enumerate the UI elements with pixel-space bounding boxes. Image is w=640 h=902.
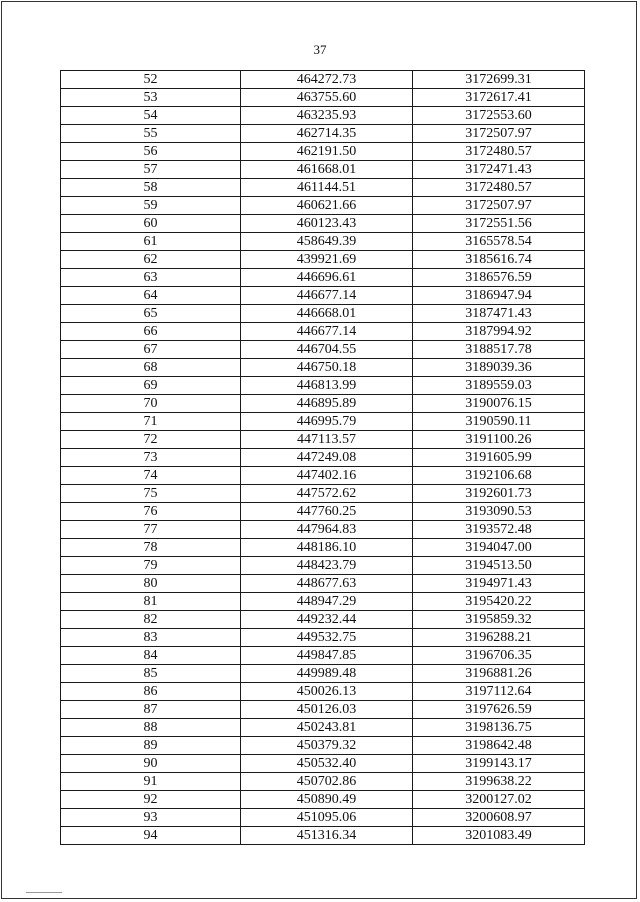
y-coordinate-cell: 3197112.64	[413, 683, 585, 701]
table-row	[61, 647, 585, 665]
point-number-cell: 72	[61, 431, 241, 449]
x-coordinate-cell: 461144.51	[241, 179, 413, 197]
point-number-cell: 69	[61, 377, 241, 395]
margin-mark	[26, 892, 62, 893]
y-coordinate-cell: 3198136.75	[413, 719, 585, 737]
x-coordinate-cell: 446750.18	[241, 359, 413, 377]
table-row	[61, 665, 585, 683]
table-row	[61, 755, 585, 773]
y-coordinate-cell: 3188517.78	[413, 341, 585, 359]
table-row	[61, 233, 585, 251]
x-coordinate-cell: 449532.75	[241, 629, 413, 647]
point-number-cell: 86	[61, 683, 241, 701]
point-number-cell: 82	[61, 611, 241, 629]
table-row	[61, 593, 585, 611]
x-coordinate-cell: 447964.83	[241, 521, 413, 539]
point-number-cell: 79	[61, 557, 241, 575]
point-number-cell: 76	[61, 503, 241, 521]
y-coordinate-cell: 3172480.57	[413, 143, 585, 161]
y-coordinate-cell: 3200608.97	[413, 809, 585, 827]
point-number-cell: 53	[61, 89, 241, 107]
table-row	[61, 719, 585, 737]
table-row	[61, 89, 585, 107]
x-coordinate-cell: 451095.06	[241, 809, 413, 827]
table-row	[61, 827, 585, 845]
page-number: 37	[313, 42, 327, 57]
x-coordinate-cell: 446677.14	[241, 323, 413, 341]
x-coordinate-cell: 446995.79	[241, 413, 413, 431]
y-coordinate-cell: 3197626.59	[413, 701, 585, 719]
point-number-cell: 85	[61, 665, 241, 683]
x-coordinate-cell: 450379.32	[241, 737, 413, 755]
y-coordinate-cell: 3189039.36	[413, 359, 585, 377]
point-number-cell: 67	[61, 341, 241, 359]
table-row	[61, 701, 585, 719]
x-coordinate-cell: 447249.08	[241, 449, 413, 467]
point-number-cell: 90	[61, 755, 241, 773]
y-coordinate-cell: 3187471.43	[413, 305, 585, 323]
table-row	[61, 557, 585, 575]
point-number-cell: 92	[61, 791, 241, 809]
y-coordinate-cell: 3186576.59	[413, 269, 585, 287]
y-coordinate-cell: 3190076.15	[413, 395, 585, 413]
x-coordinate-cell: 450702.86	[241, 773, 413, 791]
table-row	[61, 467, 585, 485]
x-coordinate-cell: 450126.03	[241, 701, 413, 719]
point-number-cell: 60	[61, 215, 241, 233]
table-row	[61, 413, 585, 431]
x-coordinate-cell: 446813.99	[241, 377, 413, 395]
x-coordinate-cell: 448186.10	[241, 539, 413, 557]
point-number-cell: 75	[61, 485, 241, 503]
y-coordinate-cell: 3172551.56	[413, 215, 585, 233]
point-number-cell: 88	[61, 719, 241, 737]
x-coordinate-cell: 448677.63	[241, 575, 413, 593]
x-coordinate-cell: 439921.69	[241, 251, 413, 269]
x-coordinate-cell: 450532.40	[241, 755, 413, 773]
x-coordinate-cell: 463235.93	[241, 107, 413, 125]
y-coordinate-cell: 3191605.99	[413, 449, 585, 467]
coordinate-table-body	[61, 71, 585, 845]
y-coordinate-cell: 3199143.17	[413, 755, 585, 773]
table-row	[61, 71, 585, 89]
x-coordinate-cell: 461668.01	[241, 161, 413, 179]
y-coordinate-cell: 3194047.00	[413, 539, 585, 557]
point-number-cell: 57	[61, 161, 241, 179]
table-row	[61, 125, 585, 143]
point-number-cell: 93	[61, 809, 241, 827]
x-coordinate-cell: 460123.43	[241, 215, 413, 233]
y-coordinate-cell: 3196706.35	[413, 647, 585, 665]
x-coordinate-cell: 462714.35	[241, 125, 413, 143]
y-coordinate-cell: 3196288.21	[413, 629, 585, 647]
point-number-cell: 80	[61, 575, 241, 593]
x-coordinate-cell: 448423.79	[241, 557, 413, 575]
y-coordinate-cell: 3201083.49	[413, 827, 585, 845]
table-row	[61, 107, 585, 125]
coordinate-table	[60, 70, 585, 845]
point-number-cell: 77	[61, 521, 241, 539]
table-row	[61, 503, 585, 521]
table-row	[61, 359, 585, 377]
table-row	[61, 737, 585, 755]
table-row	[61, 251, 585, 269]
y-coordinate-cell: 3196881.26	[413, 665, 585, 683]
y-coordinate-cell: 3195859.32	[413, 611, 585, 629]
point-number-cell: 78	[61, 539, 241, 557]
table-row	[61, 485, 585, 503]
y-coordinate-cell: 3172553.60	[413, 107, 585, 125]
table-row	[61, 161, 585, 179]
point-number-cell: 81	[61, 593, 241, 611]
x-coordinate-cell: 450890.49	[241, 791, 413, 809]
y-coordinate-cell: 3200127.02	[413, 791, 585, 809]
table-row	[61, 341, 585, 359]
x-coordinate-cell: 447113.57	[241, 431, 413, 449]
x-coordinate-cell: 462191.50	[241, 143, 413, 161]
x-coordinate-cell: 458649.39	[241, 233, 413, 251]
x-coordinate-cell: 449989.48	[241, 665, 413, 683]
x-coordinate-cell: 446677.14	[241, 287, 413, 305]
y-coordinate-cell: 3172699.31	[413, 71, 585, 89]
table-row	[61, 449, 585, 467]
point-number-cell: 66	[61, 323, 241, 341]
point-number-cell: 65	[61, 305, 241, 323]
table-row	[61, 521, 585, 539]
x-coordinate-cell: 447572.62	[241, 485, 413, 503]
point-number-cell: 64	[61, 287, 241, 305]
y-coordinate-cell: 3187994.92	[413, 323, 585, 341]
point-number-cell: 84	[61, 647, 241, 665]
point-number-cell: 68	[61, 359, 241, 377]
table-row	[61, 629, 585, 647]
x-coordinate-cell: 451316.34	[241, 827, 413, 845]
y-coordinate-cell: 3186947.94	[413, 287, 585, 305]
y-coordinate-cell: 3199638.22	[413, 773, 585, 791]
point-number-cell: 73	[61, 449, 241, 467]
point-number-cell: 54	[61, 107, 241, 125]
table-row	[61, 611, 585, 629]
table-row	[61, 323, 585, 341]
x-coordinate-cell: 448947.29	[241, 593, 413, 611]
y-coordinate-cell: 3194513.50	[413, 557, 585, 575]
point-number-cell: 71	[61, 413, 241, 431]
point-number-cell: 55	[61, 125, 241, 143]
table-row	[61, 143, 585, 161]
y-coordinate-cell: 3185616.74	[413, 251, 585, 269]
table-row	[61, 305, 585, 323]
point-number-cell: 91	[61, 773, 241, 791]
x-coordinate-cell: 449847.85	[241, 647, 413, 665]
table-row	[61, 179, 585, 197]
y-coordinate-cell: 3172480.57	[413, 179, 585, 197]
y-coordinate-cell: 3194971.43	[413, 575, 585, 593]
table-row	[61, 539, 585, 557]
y-coordinate-cell: 3172617.41	[413, 89, 585, 107]
y-coordinate-cell: 3172507.97	[413, 197, 585, 215]
point-number-cell: 94	[61, 827, 241, 845]
point-number-cell: 61	[61, 233, 241, 251]
table-row	[61, 431, 585, 449]
x-coordinate-cell: 447760.25	[241, 503, 413, 521]
table-row	[61, 197, 585, 215]
point-number-cell: 74	[61, 467, 241, 485]
point-number-cell: 59	[61, 197, 241, 215]
x-coordinate-cell: 450243.81	[241, 719, 413, 737]
table-row	[61, 791, 585, 809]
point-number-cell: 58	[61, 179, 241, 197]
x-coordinate-cell: 464272.73	[241, 71, 413, 89]
y-coordinate-cell: 3192601.73	[413, 485, 585, 503]
y-coordinate-cell: 3193090.53	[413, 503, 585, 521]
y-coordinate-cell: 3198642.48	[413, 737, 585, 755]
point-number-cell: 63	[61, 269, 241, 287]
x-coordinate-cell: 446704.55	[241, 341, 413, 359]
point-number-cell: 70	[61, 395, 241, 413]
table-row	[61, 287, 585, 305]
point-number-cell: 56	[61, 143, 241, 161]
table-row	[61, 773, 585, 791]
point-number-cell: 89	[61, 737, 241, 755]
x-coordinate-cell: 460621.66	[241, 197, 413, 215]
table-row	[61, 683, 585, 701]
point-number-cell: 87	[61, 701, 241, 719]
y-coordinate-cell: 3192106.68	[413, 467, 585, 485]
table-row	[61, 215, 585, 233]
table-row	[61, 395, 585, 413]
point-number-cell: 52	[61, 71, 241, 89]
y-coordinate-cell: 3191100.26	[413, 431, 585, 449]
point-number-cell: 62	[61, 251, 241, 269]
y-coordinate-cell: 3195420.22	[413, 593, 585, 611]
y-coordinate-cell: 3172471.43	[413, 161, 585, 179]
table-row	[61, 809, 585, 827]
table-row	[61, 269, 585, 287]
y-coordinate-cell: 3172507.97	[413, 125, 585, 143]
x-coordinate-cell: 446668.01	[241, 305, 413, 323]
x-coordinate-cell: 446696.61	[241, 269, 413, 287]
x-coordinate-cell: 449232.44	[241, 611, 413, 629]
y-coordinate-cell: 3190590.11	[413, 413, 585, 431]
y-coordinate-cell: 3165578.54	[413, 233, 585, 251]
x-coordinate-cell: 447402.16	[241, 467, 413, 485]
y-coordinate-cell: 3189559.03	[413, 377, 585, 395]
y-coordinate-cell: 3193572.48	[413, 521, 585, 539]
table-row	[61, 575, 585, 593]
table-row	[61, 377, 585, 395]
x-coordinate-cell: 463755.60	[241, 89, 413, 107]
point-number-cell: 83	[61, 629, 241, 647]
x-coordinate-cell: 450026.13	[241, 683, 413, 701]
x-coordinate-cell: 446895.89	[241, 395, 413, 413]
